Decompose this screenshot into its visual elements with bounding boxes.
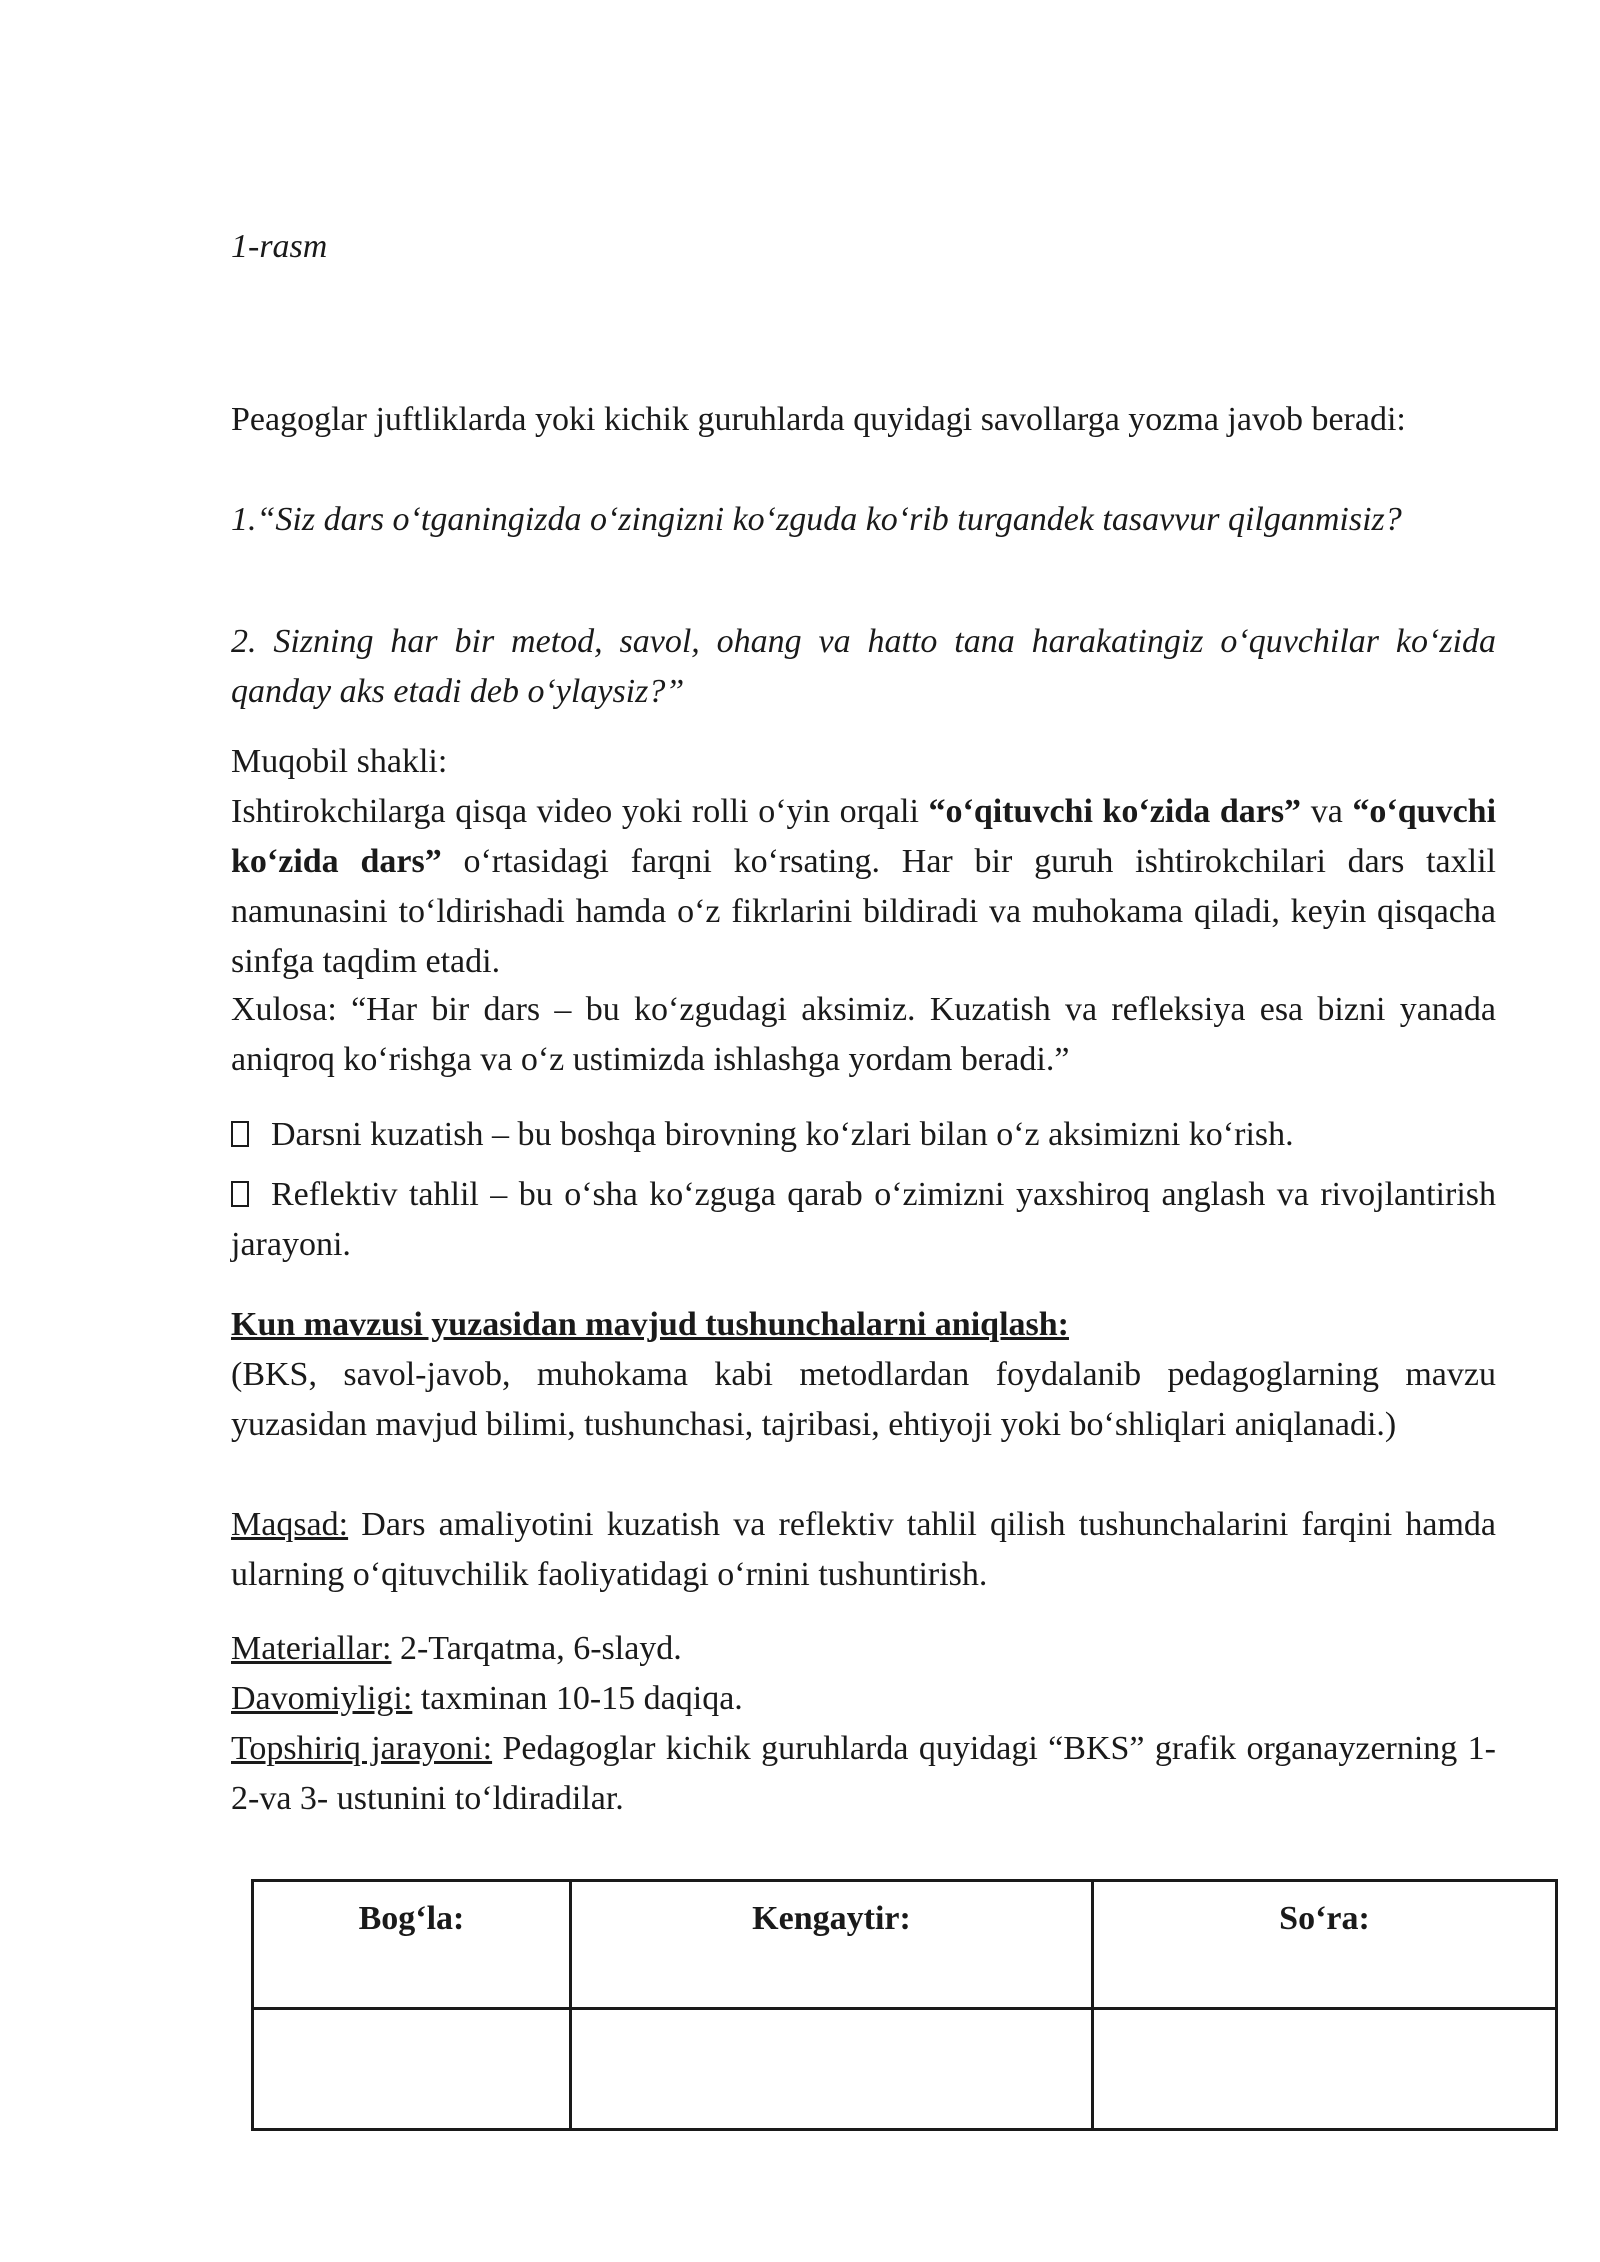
question-2: 2. Sizning har bir metod, savol, ohang va hatto tana harakatingiz o‘quvchilar ko‘zida qanday aks etadi deb o‘ylaysiz?”	[231, 623, 1496, 710]
goal-paragraph: Maqsad: Dars amaliyotini kuzatish va reflektiv tahlil qilish tushunchalarini farqini hamda ularning o‘qituvchilik faoliyatidagi o‘rnini tushuntirish.	[231, 1506, 1496, 1593]
column-header-bogla: Bog‘la:	[253, 1881, 571, 2009]
conclusion-paragraph: Xulosa: “Har bir dars – bu ko‘zgudagi aksimiz. Kuzatish va refleksiya esa bizni yanada aniqroq ko‘rishga va o‘z ustimizda ishlashga yordam beradi.”	[231, 991, 1496, 1078]
table-header-row	[253, 1881, 1557, 2009]
checkbox-bullet-icon	[231, 1181, 249, 1207]
intro-paragraph: Peagoglar juftliklarda yoki kichik guruhlarda quyidagi savollarga yozma javob beradi:	[231, 401, 1406, 438]
table-cell-sora	[1093, 2009, 1557, 2130]
table-cell-bogla	[253, 2009, 571, 2130]
table-cell-kengaytir	[571, 2009, 1093, 2130]
column-header-sora: So‘ra:	[1093, 1881, 1557, 2009]
question-1: 1.“Siz dars o‘tganingizda o‘zingizni ko‘zguda ko‘rib turgandek tasavvur qilganmisiz?	[231, 501, 1402, 538]
section-heading: Kun mavzusi yuzasidan mavjud tushunchalarni aniqlash:	[231, 1306, 1069, 1343]
materials-line: Materiallar: 2-Tarqatma, 6-slayd.	[231, 1630, 682, 1667]
column-header-kengaytir: Kengaytir:	[571, 1881, 1093, 2009]
section-note: (BKS, savol-javob, muhokama kabi metodlardan foydalanib pedagoglarning mavzu yuzasidan mavjud bilimi, tushunchasi, tajribasi, ehtiyoji yoki bo‘shliqlari aniqlanadi.)	[231, 1356, 1496, 1443]
alternative-paragraph: Ishtirokchilarga qisqa video yoki rolli o‘yin orqali “o‘qituvchi ko‘zida dars” va “o‘quvchi ko‘zida dars” o‘rtasidagi farqni ko‘rsating. Har bir guruh ishtirokchilari dars taxlil namunasini to‘ldirishadi hamda o‘z fikrlarini bildiradi va muhokama qiladi, keyin qisqacha sinfga taqdim etadi.	[231, 793, 1497, 980]
duration-line: Davomiyligi: taxminan 10-15 daqiqa.	[231, 1680, 743, 1717]
figure-caption: 1-rasm	[231, 228, 328, 265]
checkbox-bullet-icon	[231, 1121, 249, 1147]
table-row	[253, 2009, 1557, 2130]
alternative-title: Muqobil shakli:	[231, 743, 448, 780]
bks-organizer-table	[251, 1879, 1558, 2131]
task-paragraph: Topshiriq jarayoni: Pedagoglar kichik guruhlarda quyidagi “BKS” grafik organayzerning 1- 2-va 3- ustunini to‘ldiradilar.	[231, 1730, 1497, 1817]
bullet-item: Darsni kuzatish – bu boshqa birovning ko‘zlari bilan o‘z aksimizni ko‘rish.	[231, 1110, 1496, 1160]
bullet-item: Reflektiv tahlil – bu o‘sha ko‘zguga qarab o‘zimizni yaxshiroq anglash va rivojlantirish jarayoni.	[231, 1176, 1496, 1263]
